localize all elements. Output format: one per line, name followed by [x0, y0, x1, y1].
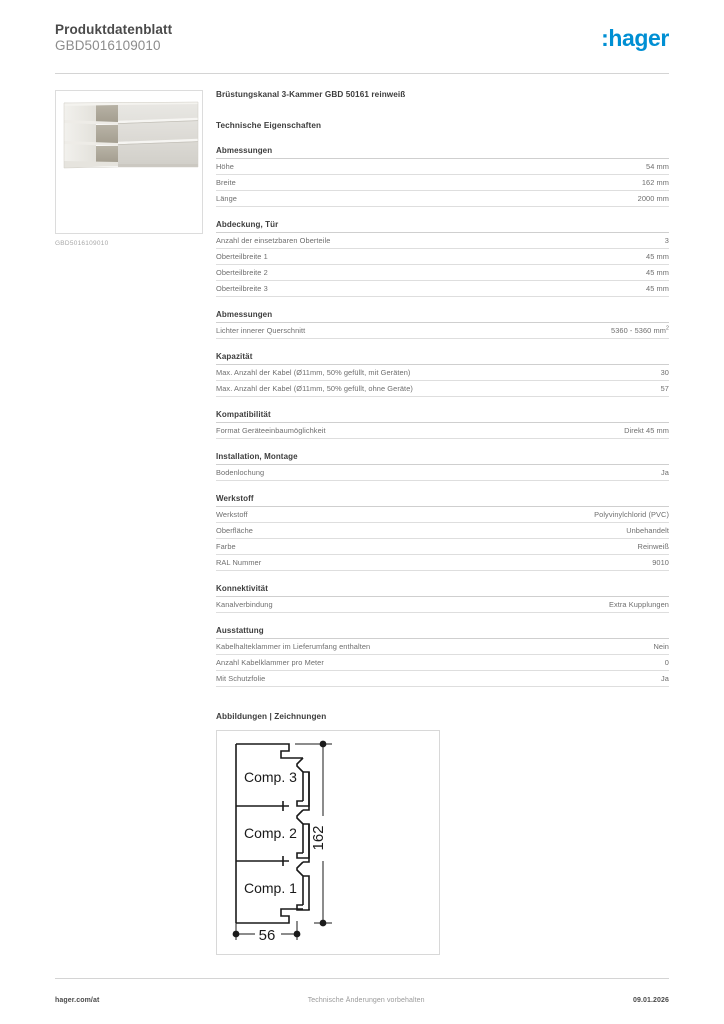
spec-row — [216, 639, 669, 655]
footer-divider — [55, 978, 669, 979]
product-name: Brüstungskanal 3-Kammer GBD 50161 reinweiß — [216, 90, 406, 99]
spec-group — [216, 494, 669, 571]
spec-row — [216, 507, 669, 523]
spec-label: Kabelhalteklammer im Lieferumfang enthalten — [216, 642, 371, 651]
drawings-heading: Abbildungen | Zeichnungen — [216, 712, 327, 721]
spec-row — [216, 597, 669, 613]
spec-label: Max. Anzahl der Kabel (Ø11mm, 50% gefüllt, mit Geräten) — [216, 368, 411, 377]
spec-label: Oberteilbreite 3 — [216, 284, 268, 293]
product-reference: GBD5016109010 — [55, 38, 161, 53]
footer-date: 09.01.2026 — [632, 997, 669, 1004]
spec-value: 45 mm — [646, 268, 669, 277]
spec-group — [216, 410, 669, 439]
spec-row — [216, 265, 669, 281]
spec-row — [216, 323, 669, 339]
compartment-label-3: Comp. 3 — [244, 769, 297, 785]
spec-value: Ja — [661, 468, 669, 477]
hager-logo: :hager — [601, 25, 669, 51]
page-header — [55, 22, 669, 70]
spec-value: Polyvinylchlorid (PVC) — [594, 510, 669, 519]
spec-label: Bodenlochung — [216, 468, 265, 477]
spec-value: 45 mm — [646, 252, 669, 261]
spec-row — [216, 539, 669, 555]
spec-group-title: Ausstattung — [216, 626, 669, 639]
spec-value: Unbehandelt — [626, 526, 669, 535]
spec-label: Max. Anzahl der Kabel (Ø11mm, 50% gefüllt, ohne Geräte) — [216, 384, 413, 393]
spec-row — [216, 523, 669, 539]
spec-value: 9010 — [652, 558, 669, 567]
spec-row — [216, 555, 669, 571]
spec-label: Kanalverbindung — [216, 600, 273, 609]
spec-row — [216, 465, 669, 481]
product-photo-icon — [60, 98, 200, 176]
spec-label: Breite — [216, 178, 236, 187]
spec-value: 3 — [664, 236, 669, 245]
product-figure — [55, 90, 203, 247]
spec-group-title: Werkstoff — [216, 494, 669, 507]
page-footer — [55, 997, 669, 1004]
page-title: Produktdatenblatt — [55, 22, 173, 37]
spec-label: Farbe — [216, 542, 236, 551]
spec-value: Ja — [661, 674, 669, 683]
spec-group — [216, 626, 669, 687]
spec-row — [216, 281, 669, 297]
product-image-frame — [55, 90, 203, 234]
spec-row — [216, 365, 669, 381]
spec-row — [216, 233, 669, 249]
spec-value: 57 — [660, 384, 669, 393]
spec-group — [216, 146, 669, 207]
spec-label: Lichter innerer Querschnitt — [216, 326, 306, 335]
spec-row — [216, 655, 669, 671]
spec-group-title: Kapazität — [216, 352, 669, 365]
spec-label: Länge — [216, 194, 237, 203]
spec-group — [216, 452, 669, 481]
dim-height-label: 162 — [310, 825, 327, 851]
spec-value: 30 — [660, 368, 669, 377]
spec-value — [611, 326, 669, 335]
spec-label: Werkstoff — [216, 510, 248, 519]
spec-label: Höhe — [216, 162, 234, 171]
spec-value: 45 mm — [646, 284, 669, 293]
specification-table — [216, 146, 669, 687]
spec-value-superscript: 2 — [665, 325, 669, 332]
dim-width-label: 56 — [258, 927, 276, 944]
technical-drawing-frame — [216, 730, 440, 955]
spec-label: Format Geräteeinbaumöglichkeit — [216, 426, 326, 435]
cross-section-drawing — [217, 731, 439, 954]
spec-label: Oberfläche — [216, 526, 253, 535]
spec-row — [216, 249, 669, 265]
technical-properties-heading: Technische Eigenschaften — [216, 121, 322, 130]
spec-group-title: Kompatibilität — [216, 410, 669, 423]
spec-group-title: Abmessungen — [216, 146, 669, 159]
spec-label: Oberteilbreite 1 — [216, 252, 268, 261]
spec-group — [216, 584, 669, 613]
spec-group-title: Installation, Montage — [216, 452, 669, 465]
spec-value: Extra Kupplungen — [608, 600, 669, 609]
spec-value: 162 mm — [641, 178, 669, 187]
spec-label: Anzahl der einsetzbaren Oberteile — [216, 236, 331, 245]
spec-group-title: Abmessungen — [216, 310, 669, 323]
spec-group — [216, 352, 669, 397]
spec-value: Direkt 45 mm — [624, 426, 669, 435]
spec-label: Oberteilbreite 2 — [216, 268, 268, 277]
spec-row — [216, 191, 669, 207]
spec-label: RAL Nummer — [216, 558, 262, 567]
header-titles — [55, 22, 172, 54]
main-content — [216, 90, 669, 955]
spec-row — [216, 159, 669, 175]
compartment-label-2: Comp. 2 — [244, 825, 297, 841]
spec-value: Reinweiß — [637, 542, 669, 551]
spec-group — [216, 310, 669, 339]
spec-value: Nein — [653, 642, 669, 651]
spec-value: 2000 mm — [637, 194, 669, 203]
spec-group — [216, 220, 669, 297]
spec-row — [216, 671, 669, 687]
spec-group-title: Konnektivität — [216, 584, 669, 597]
footer-website-link[interactable]: hager.com/at — [55, 997, 100, 1004]
spec-row — [216, 175, 669, 191]
spec-value: 54 mm — [646, 162, 669, 171]
spec-row — [216, 423, 669, 439]
footer-disclaimer: Technische Änderungen vorbehalten — [307, 997, 425, 1004]
spec-group-title: Abdeckung, Tür — [216, 220, 669, 233]
spec-value: 0 — [664, 658, 669, 667]
compartment-label-1: Comp. 1 — [244, 880, 297, 896]
spec-row — [216, 381, 669, 397]
drawings-section — [216, 712, 669, 955]
header-divider — [55, 73, 669, 74]
spec-label: Mit Schutzfolie — [216, 674, 266, 683]
spec-label: Anzahl Kabelklammer pro Meter — [216, 658, 324, 667]
spec-value-text: 5360 - 5360 mm — [611, 326, 666, 335]
product-image-caption: GBD5016109010 — [55, 240, 109, 247]
